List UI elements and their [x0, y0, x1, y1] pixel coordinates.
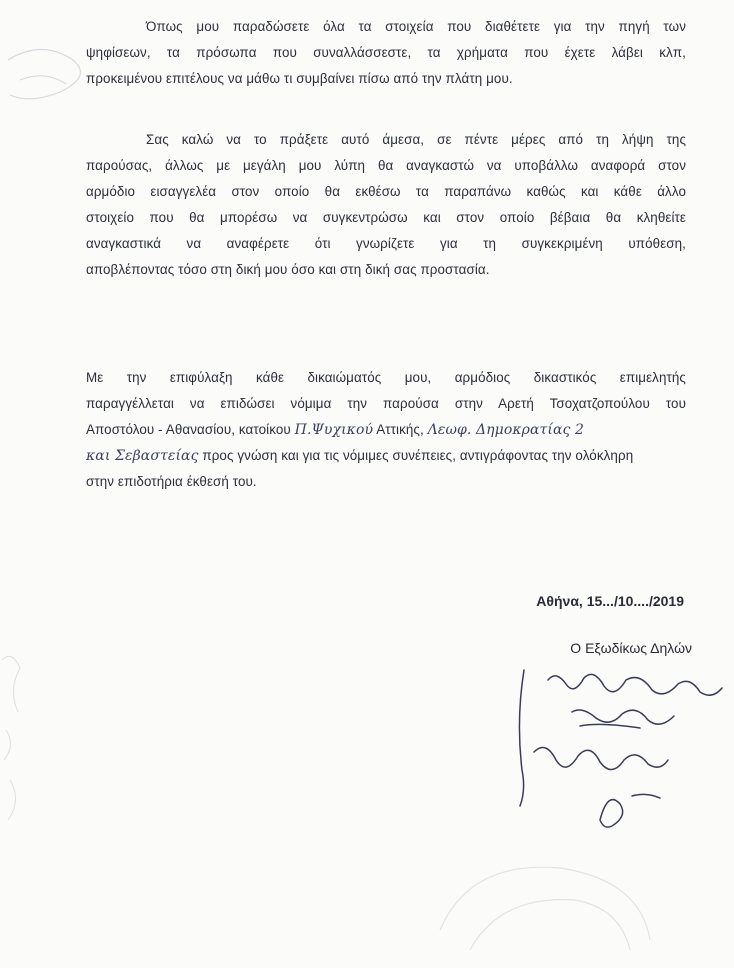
address-prefix: Αποστόλου - Αθανασίου, κατοίκου [86, 422, 291, 437]
text-line: αναγκαστικά να αναφέρετε ότι γνωρίζετε για τη συγκεκριμένη υπόθεση, [86, 236, 686, 251]
faint-stamp [440, 867, 650, 950]
text-line: παραγγέλλεται να επιδώσει νόμιμα την παρούσα στην Αρετή Τσοχατζοπούλου του [86, 396, 686, 411]
handwritten-street-2: και Σεβαστείας [86, 448, 199, 464]
text-line: αποβλέποντας τόσο στη δική μου όσο και στη δική σας προστασία. [86, 262, 490, 277]
text-line: στην επιδοτήρια έκθεσή του. [86, 474, 257, 489]
text-segment: προς γνώση και για τις νόμιμες συνέπειες, αντιγράφοντας την ολόκληρη [202, 448, 634, 463]
text-line: παρούσας, άλλως με μεγάλη μου λύπη θα αναγκαστώ να υποβάλλω αναφορά στον [86, 158, 686, 173]
text-line: προκειμένου επιτέλους να μάθω τι συμβαίνει πίσω από την πλάτη μου. [86, 71, 513, 86]
scan-smudge-left [2, 656, 20, 820]
handwritten-city: Π.Ψυχικού [294, 422, 374, 438]
signer-label: Ο Εξωδίκως Δηλών [570, 640, 692, 656]
address-region: Αττικής, [376, 422, 424, 437]
handwritten-street: Λεωφ. Δημοκρατίας 2 [427, 422, 585, 438]
text-line: Με την επιφύλαξη κάθε δικαιώματός μου, αρμόδιος δικαστικός επιμελητής [86, 370, 686, 385]
date-line: Αθήνα, 15.../10..../2019 [536, 593, 684, 609]
scan-smudge-top-left [8, 49, 80, 98]
text-line: αρμόδιο εισαγγελέα στον οποίο θα εκθέσω τα παραπάνω καθώς και κάθε άλλο [86, 184, 686, 199]
handwritten-signature [519, 670, 722, 827]
text-line: ψηφίσεων, τα πρόσωπα που συναλλάσσεστε, τα χρήματα που έχετε λάβει κλπ, [86, 45, 686, 60]
text-line: Σας καλώ να το πράξετε αυτό άμεσα, σε πέντε μέρες από τη λήψη της [146, 132, 686, 147]
text-line: Όπως μου παραδώσετε όλα τα στοιχεία που διαθέτετε για την πηγή των [146, 19, 686, 34]
text-line: στοιχείο που θα μπορέσω να συγκεντρώσω και στον οποίο βέβαια θα κληθείτε [86, 210, 686, 225]
